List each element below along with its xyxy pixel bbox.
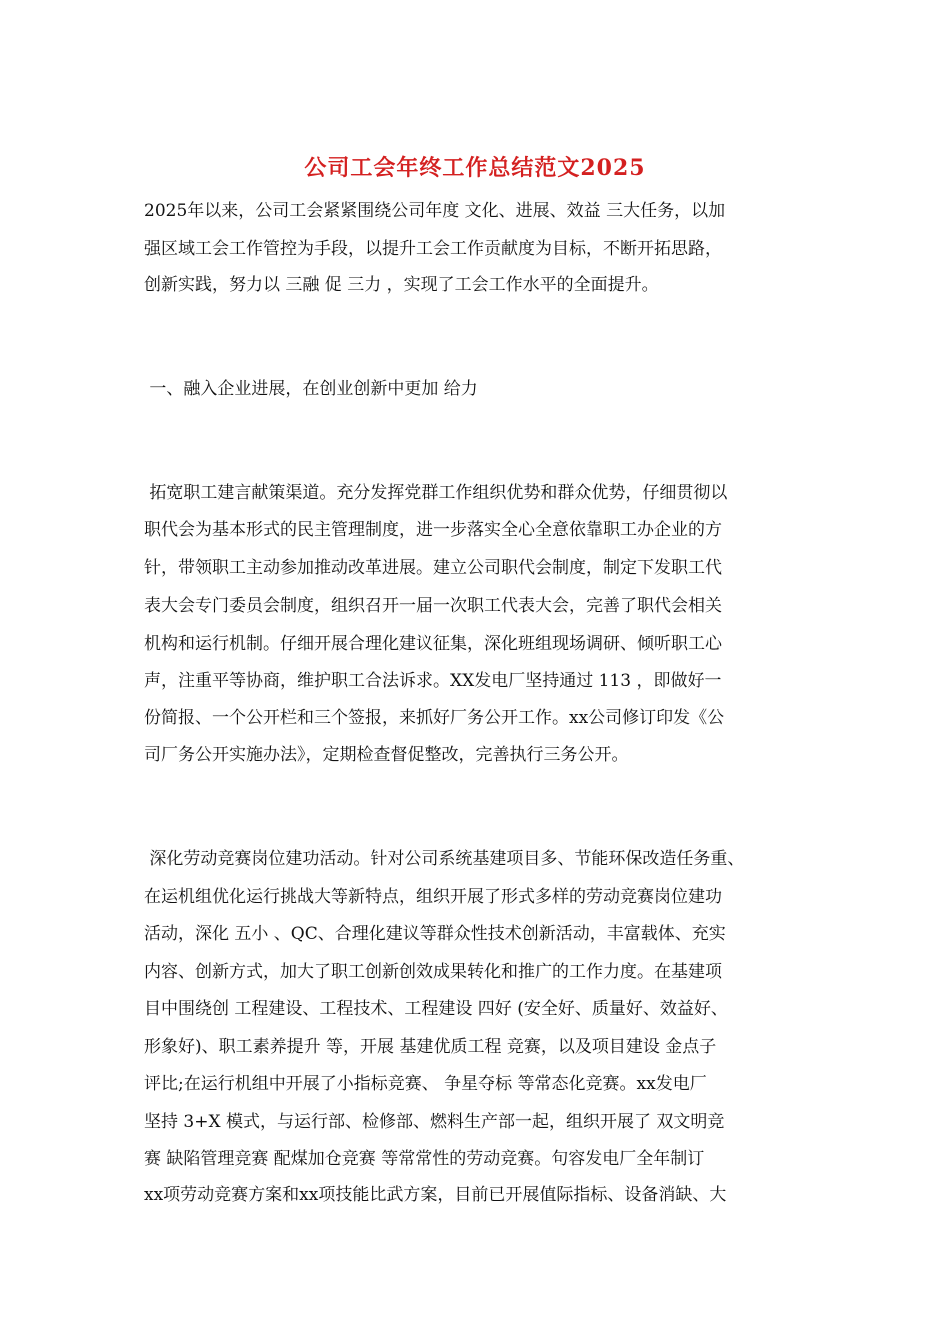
paragraph-line: 拓宽职工建言献策渠道。充分发挥党群工作组织优势和群众优势，仔细贯彻以: [144, 483, 728, 503]
intro-line: 创新实践，努力以 三融 促 三力 ，实现了工会工作水平的全面提升。: [144, 275, 659, 295]
paragraph-line: 司厂务公开实施办法》，定期检查督促整改，完善执行三务公开。: [144, 745, 629, 765]
intro-line: 强区域工会工作管控为手段，以提升工会工作贡献度为目标，不断开拓思路，: [144, 239, 722, 259]
paragraph-line: 赛 缺陷管理竞赛 配煤加仓竞赛 等常常性的劳动竞赛。句容发电厂全年制订: [144, 1149, 705, 1169]
paragraph-line: 针，带领职工主动参加推动改革进展。建立公司职代会制度，制定下发职工代: [144, 558, 722, 578]
section-heading: 一、融入企业进展，在创业创新中更加 给力: [144, 379, 478, 399]
paragraph-line: 声，注重平等协商，维护职工合法诉求。XX发电厂坚持通过 113 ，即做好一: [144, 671, 722, 691]
paragraph-line: 表大会专门委员会制度，组织召开一届一次职工代表大会，完善了职代会相关: [144, 596, 722, 616]
paragraph-line: 职代会为基本形式的民主管理制度，进一步落实全心全意依靠职工办企业的方: [144, 520, 722, 540]
intro-line: 2025年以来，公司工会紧紧围绕公司年度 文化、进展、效益 三大任务，以加: [144, 201, 726, 221]
paragraph-line: 机构和运行机制。仔细开展合理化建议征集，深化班组现场调研、倾听职工心: [144, 634, 722, 654]
paragraph-line: 深化劳动竞赛岗位建功活动。针对公司系统基建项目多、节能环保改造任务重、: [144, 849, 745, 869]
paragraph-line: 内容、创新方式，加大了职工创新创效成果转化和推广的工作力度。在基建项: [144, 962, 722, 982]
paragraph-line: 形象好)、职工素养提升 等，开展 基建优质工程 竞赛，以及项目建设 金点子: [144, 1037, 717, 1057]
paragraph-line: 目中围绕创 工程建设、工程技术、工程建设 四好 (安全好、质量好、效益好、: [144, 999, 728, 1019]
paragraph-line: 活动，深化 五小 、QC、合理化建议等群众性技术创新活动，丰富载体、充实: [144, 924, 726, 944]
paragraph-line: 评比;在运行机组中开展了小指标竞赛、 争星夺标 等常态化竞赛。xx发电厂: [144, 1074, 707, 1094]
document-title: 公司工会年终工作总结范文2025: [304, 155, 646, 181]
paragraph-line: xx项劳动竞赛方案和xx项技能比武方案，目前已开展值际指标、设备消缺、大: [144, 1185, 727, 1205]
paragraph-line: 份简报、一个公开栏和三个签报，来抓好厂务公开工作。xx公司修订印发《公: [144, 708, 725, 728]
paragraph-line: 坚持 3+X 模式，与运行部、检修部、燃料生产部一起，组织开展了 双文明竞: [144, 1112, 725, 1132]
paragraph-line: 在运机组优化运行挑战大等新特点，组织开展了形式多样的劳动竞赛岗位建功: [144, 887, 722, 907]
